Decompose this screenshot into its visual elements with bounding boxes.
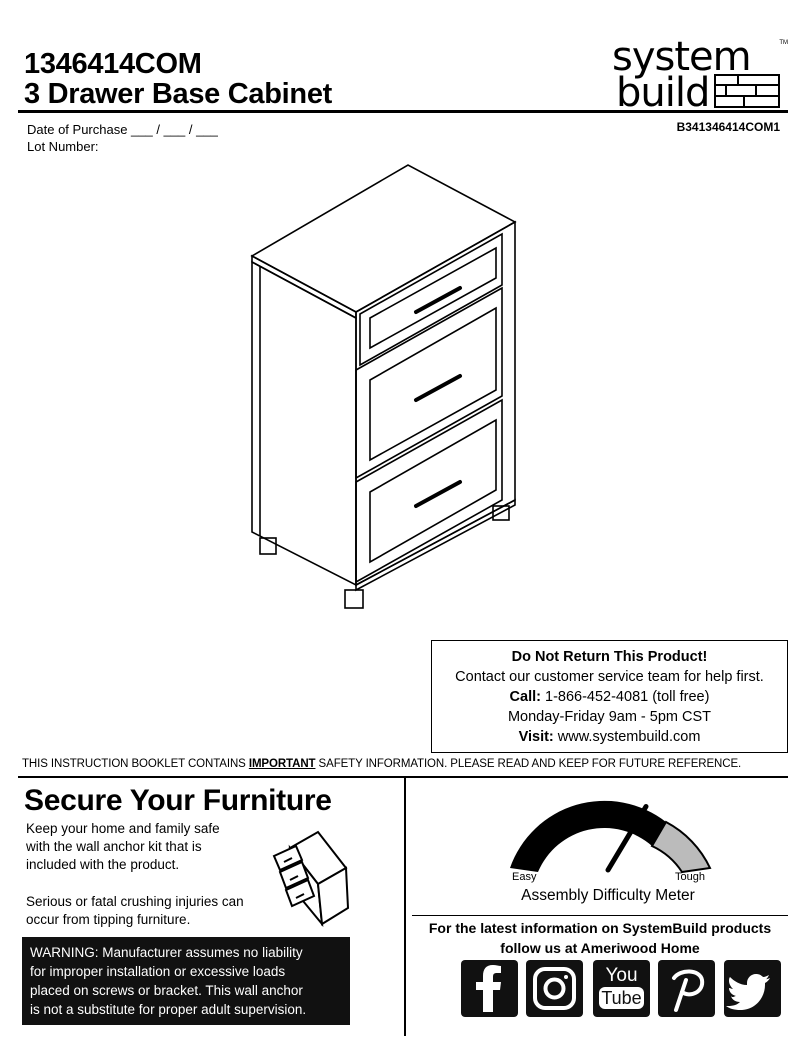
logo-trademark: TM: [779, 40, 788, 46]
do-not-return-box: [431, 640, 788, 753]
cabinet-illustration: [240, 160, 530, 620]
systembuild-logo: [612, 34, 788, 116]
secure-intro: [26, 820, 220, 874]
pinterest-icon[interactable]: [658, 960, 715, 1017]
phone-number[interactable]: 1-866-452-4081 (toll free): [545, 689, 710, 705]
liability-warning-line: is not a substitute for proper adult supervision.: [30, 1002, 307, 1017]
liability-warning: [22, 937, 350, 1025]
safety-notice-important: IMPORTANT: [248, 758, 316, 770]
logo-brick-icon: [714, 74, 780, 108]
follow-divider: [412, 915, 788, 916]
tipping-warning-line: Serious or fatal crushing injuries can: [26, 894, 244, 909]
liability-warning-line: WARNING: Manufacturer assumes no liability: [30, 945, 303, 960]
meter-easy-label: Easy: [512, 871, 537, 883]
hours-line: Monday-Friday 9am - 5pm CST: [507, 709, 712, 725]
secure-intro-line: included with the product.: [26, 857, 180, 872]
meter-tough-label: Tough: [675, 871, 705, 883]
secure-intro-line: with the wall anchor kit that is: [26, 839, 202, 854]
logo-word-system: system: [612, 34, 751, 80]
safety-notice: [22, 758, 792, 770]
document-code: B341346414COM1: [676, 120, 780, 134]
twitter-icon[interactable]: [724, 960, 781, 1017]
safety-notice-before: THIS INSTRUCTION BOOKLET CONTAINS: [22, 758, 249, 770]
model-number: 1346414COM: [24, 48, 202, 80]
logo-word-build: build: [616, 70, 710, 116]
return-heading: Do Not Return This Product!: [511, 649, 708, 665]
lot-number: Lot Number:: [27, 139, 99, 154]
meter-title: Assembly Difficulty Meter: [521, 887, 695, 904]
liability-warning-line: placed on screws or bracket. This wall anchor: [30, 983, 303, 998]
secure-furniture-title: Secure Your Furniture: [24, 784, 332, 817]
youtube-you: You: [605, 965, 638, 986]
column-divider: [404, 778, 406, 1036]
website-link[interactable]: www.systembuild.com: [557, 729, 701, 745]
facebook-icon[interactable]: [461, 960, 518, 1017]
date-of-purchase: Date of Purchase ___ / ___ / ___: [27, 122, 218, 137]
follow-text: [412, 918, 788, 958]
tipping-warning: [26, 893, 244, 929]
follow-line: follow us at Ameriwood Home: [500, 940, 700, 956]
youtube-tube: Tube: [599, 987, 644, 1009]
product-title: 3 Drawer Base Cabinet: [24, 78, 332, 110]
visit-label: Visit:: [518, 729, 554, 745]
section-divider: [18, 776, 788, 778]
instagram-icon[interactable]: [526, 960, 583, 1017]
call-label: Call:: [509, 689, 541, 705]
visit-line: [432, 727, 787, 747]
secure-intro-line: Keep your home and family safe: [26, 821, 220, 836]
tipping-cabinet-icon: [270, 828, 350, 928]
liability-warning-line: for improper installation or excessive loads: [30, 964, 286, 979]
call-line: [432, 687, 787, 707]
follow-line: For the latest information on SystemBuild products: [428, 920, 772, 936]
contact-line: Contact our customer service team for help first.: [455, 669, 764, 685]
youtube-icon[interactable]: [593, 960, 650, 1017]
tipping-warning-line: occur from tipping furniture.: [26, 912, 191, 927]
safety-notice-after: SAFETY INFORMATION. PLEASE READ AND KEEP FOR FUTURE REFERENCE.: [315, 758, 742, 770]
meter-tough-segment: [652, 822, 710, 872]
